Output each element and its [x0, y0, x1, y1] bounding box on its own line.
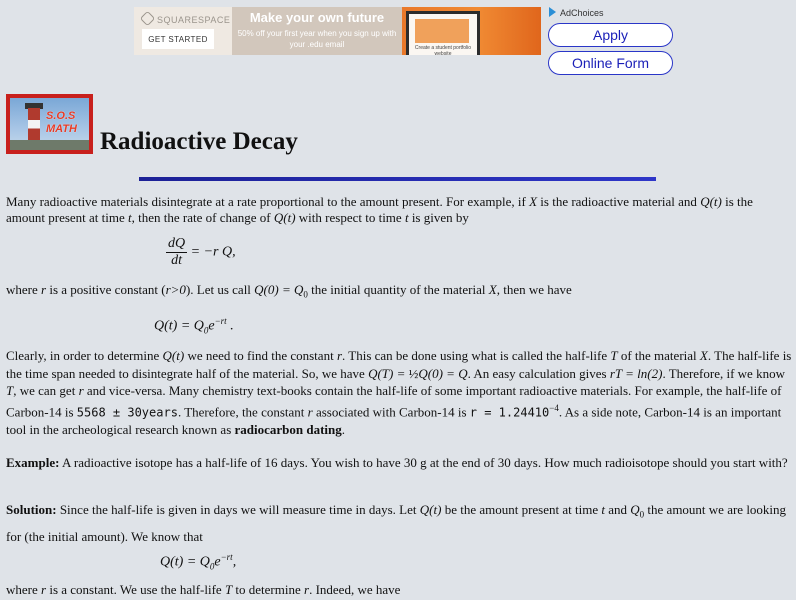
lighthouse-icon: [28, 108, 40, 142]
adchoices-link[interactable]: [549, 7, 604, 18]
squarespace-logo: [142, 13, 230, 25]
adchoices-icon: [549, 7, 556, 17]
example-paragraph: Example: A radioactive isotope has a half-life of 16 days. You wish to have 30 g at the end of 30 days. How much radioisotope should you start with?: [6, 455, 788, 470]
logo-ground: [10, 140, 89, 150]
title-divider: [139, 177, 656, 181]
squarespace-icon: [140, 11, 156, 27]
logo-text: S.O.S MATH: [46, 110, 77, 135]
laptop-screen-text: Create a student portfolio website: [414, 45, 472, 55]
solution-equation: $Q(t) = Q_0e^{-rt}$,: [160, 552, 237, 572]
half-life-paragraph: Clearly, in order to determine Q(t) we need to find the constant r. This can be done using what is called the half-life T of the material X. The half-life is the time span needed to disintegrate half of the material. So, we have Q(T) = ½Q(0) = Q. An easy calculation gives rT = ln(2). Therefore, if we know T, we can get r and vice-versa. Many chemistry text-books contain the half-life of some important radioactive materials. For example, the half-life of Carbon-14 is 5568 ± 30years. Therefore, the constant r associated with Carbon-14 is $r = 1.24410^{-4}$. As a side note, Carbon-14 is an important tool in the archeological research known as radiocarbon dating.: [6, 348, 792, 438]
ad-banner[interactable]: [134, 7, 541, 55]
apply-button[interactable]: Apply: [548, 23, 673, 47]
laptop-screen: [415, 19, 469, 43]
ad-image-panel: [402, 7, 541, 55]
laptop-image: [406, 11, 480, 55]
sos-math-logo[interactable]: [6, 94, 93, 154]
page-title: Radioactive Decay: [100, 128, 298, 155]
solution-label: Solution:: [6, 502, 57, 517]
constant-paragraph: where r is a positive constant (r>0). Let us call $Q(0) = Q_0$ the initial quantity of the material X, then we have: [6, 282, 572, 300]
constant-r-paragraph: where r is a constant. We use the half-life T to determine r. Indeed, we have: [6, 582, 401, 597]
rate-equation: $\frac{dQ}{dt}$ = −r Q,: [168, 236, 236, 268]
decay-equation: $Q(t) = Q_0e^{-rt}$ .: [154, 316, 234, 336]
derivative-fraction: $\frac{dQ}{dt}$: [168, 236, 186, 268]
adchoices-label: AdChoices: [560, 8, 604, 18]
ad-subline: 50% off your first year when you sign up with your .edu email: [237, 29, 397, 49]
solution-paragraph: Solution: Since the half-life is given in days we will measure time in days. Let Q(t) be the amount present at time t and $Q_0$ the amount we are looking for (the initial amount). We know that: [6, 502, 787, 544]
ad-brand: SQUARESPACE: [157, 15, 231, 25]
logo-image: [10, 98, 89, 150]
ad-headline: Make your own future: [249, 10, 385, 25]
radiocarbon-dating-term: radiocarbon dating: [234, 422, 342, 438]
ad-message-panel: [232, 7, 402, 55]
ad-brand-panel: [134, 7, 232, 55]
online-form-button[interactable]: Online Form: [548, 51, 673, 75]
intro-paragraph: Many radioactive materials disintegrate at a rate proportional to the amount present. For example, if X is the radioactive material and Q(t) is the amount present at time t, then the rate of change of Q(t) with respect to time t is given by: [6, 194, 753, 225]
ad-get-started-button[interactable]: GET STARTED: [142, 29, 214, 49]
example-label: Example:: [6, 455, 60, 470]
